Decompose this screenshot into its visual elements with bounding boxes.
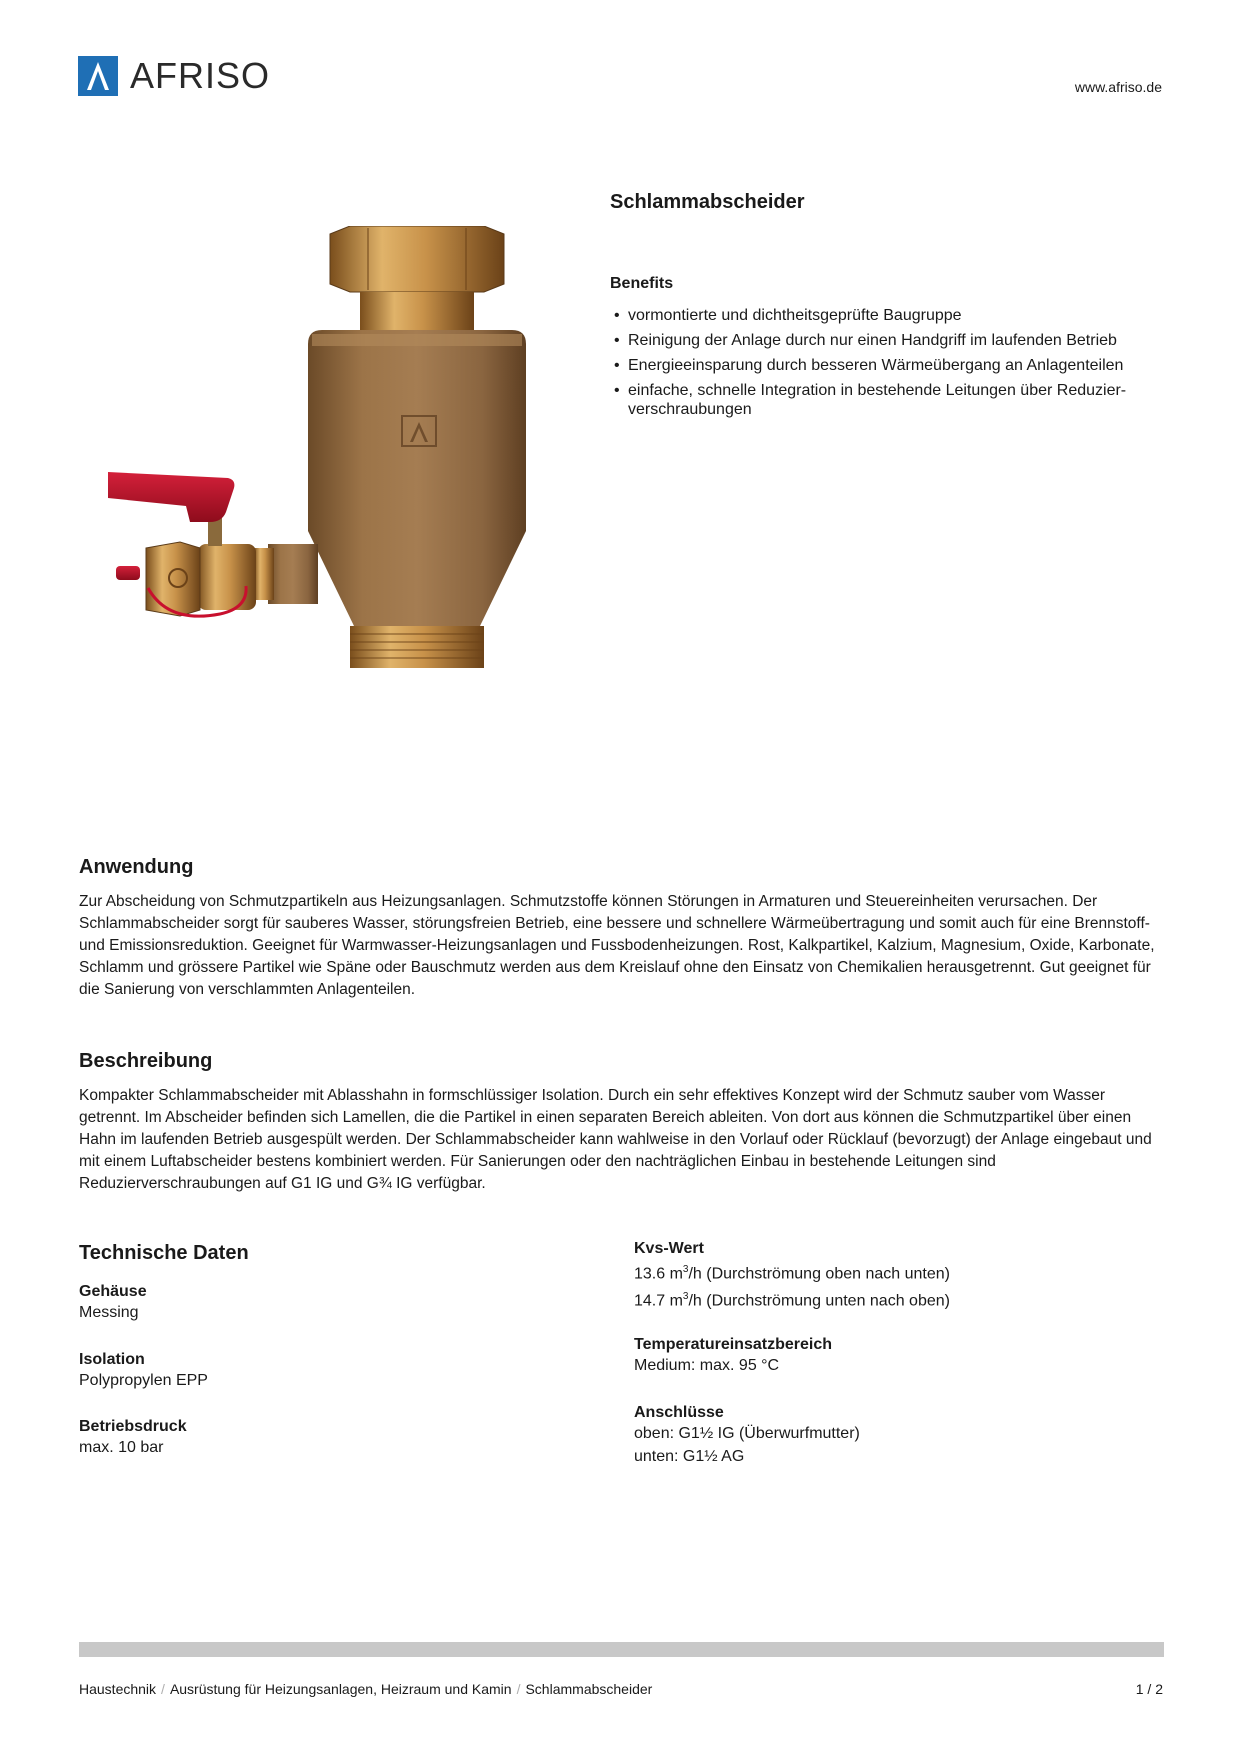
anwendung-text: Zur Abscheidung von Schmutzpartikeln aus Heizungsanlagen. Schmutzstoffe können Störungen in Armaturen und Steuereinheiten verursachen. Der Schlammabscheider sorgt für sauberes Wasser, störungsfreien Betrieb, eine bessere und schnellere Wärmeübertragung und somit auch für eine Brennstoff- und Emissionsreduktion. Geeignet für Warmwasser-Heizungsanlagen und Fussbodenheizungen. Rost, Kalkpartikel, Kalzium, Magnesium, Oxide, Karbonate, Schlamm und grössere Partikel wie Späne oder Bauschmutz werden aus dem Kreislauf ohne den Einsatz von Chemikalien herausgetrennt. Gut geeignet für die Sanierung von verschlammten Anlagenteilen.: [79, 893, 1155, 998]
benefit-item: • Reinigung der Anlage durch nur einen Handgriff im laufenden Betrieb: [614, 331, 1174, 350]
breadcrumb: [79, 1681, 652, 1697]
superscript: 3: [682, 1291, 689, 1303]
kvs-number: 13.6 m: [634, 1265, 683, 1283]
spec-value: Messing: [79, 1304, 139, 1321]
beschreibung-text: Kompakter Schlammabscheider mit Ablasshahn in formschlüssiger Isolation. Durch ein sehr effektives Konzept wird der Schmutz sauber vom Wasser getrennt. Im Abscheider befinden sich Lamellen, die die Partikel in einen separaten Bereich ableiten. Von dort aus können die Schmutzpartikel über einen Hahn im laufenden Betrieb ausgespült werden. Der Schlammabscheider kann wahlweise in den Vorlauf oder Rücklauf (bevorzugt) der Anlage eingebaut und mit einem Luftabscheider bestens kombiniert werden. Für Sanierungen oder den nachträglichen Einbau in bestehende Leitungen sind Reduzierverschraubungen auf G1 IG und G¾ IG verfügbar.: [79, 1087, 1152, 1192]
benefit-item: • einfache, schnelle Integration in bestehende Leitungen über Reduzier-verschraubungen: [614, 381, 1174, 419]
product-title: Schlammabscheider: [610, 191, 805, 213]
spec-betriebsdruck: [79, 1418, 187, 1459]
superscript: 3: [682, 1264, 689, 1275]
spec-label: Betriebsdruck: [79, 1418, 187, 1435]
page-number: 1 / 2: [1135, 1681, 1163, 1697]
breadcrumb-item[interactable]: Ausrüstung für Heizungsanlagen, Heizraum und Kamin: [169, 1681, 512, 1697]
spec-value: [634, 1258, 950, 1285]
spec-gehaeuse: [79, 1283, 147, 1324]
spec-value: oben: G1½ IG (Überwurfmutter): [634, 1425, 860, 1442]
spec-value: [634, 1285, 950, 1312]
breadcrumb-separator: /: [516, 1681, 521, 1697]
spec-value: max. 10 bar: [79, 1439, 164, 1456]
breadcrumb-item[interactable]: Haustechnik: [79, 1681, 157, 1697]
benefits-list: [614, 306, 1174, 425]
site-url[interactable]: www.afriso.de: [1074, 79, 1162, 95]
technische-daten-heading: Technische Daten: [79, 1242, 249, 1264]
spec-kvs: [634, 1240, 950, 1313]
footer-bar: [79, 1642, 1164, 1657]
beschreibung-heading: Beschreibung: [79, 1050, 213, 1072]
kvs-text: /h (Durchströmung unten nach oben): [688, 1292, 950, 1310]
brand-name: AFRISO: [130, 55, 271, 96]
kvs-number: 14.7 m: [634, 1292, 683, 1310]
breadcrumb-separator: /: [161, 1681, 165, 1697]
spec-value: Polypropylen EPP: [79, 1372, 208, 1389]
breadcrumb-item[interactable]: Schlammabscheider: [525, 1681, 653, 1697]
spec-label: Temperatureinsatzbereich: [634, 1336, 832, 1353]
spec-value: unten: G1½ AG: [634, 1448, 745, 1465]
kvs-text: /h (Durchströmung oben nach unten): [688, 1265, 950, 1283]
anwendung-heading: Anwendung: [79, 856, 194, 878]
benefit-item: • Energieeinsparung durch besseren Wärmeübergang an Anlagenteilen: [614, 356, 1174, 375]
spec-isolation: [79, 1351, 208, 1392]
spec-label: Kvs-Wert: [634, 1240, 704, 1257]
spec-value: Medium: max. 95 °C: [634, 1357, 780, 1374]
benefit-item: • vormontierte und dichtheitsgeprüfte Baugruppe: [614, 306, 1174, 325]
spec-anschluesse: [634, 1404, 860, 1468]
afriso-logo-icon: [78, 56, 118, 96]
spec-temperatur: [634, 1336, 832, 1377]
afriso-logo: [78, 56, 270, 96]
product-image: [108, 226, 538, 758]
spec-label: Gehäuse: [79, 1283, 147, 1300]
spec-label: Isolation: [79, 1351, 145, 1368]
benefits-heading: Benefits: [610, 275, 674, 292]
spec-label: Anschlüsse: [634, 1404, 724, 1421]
